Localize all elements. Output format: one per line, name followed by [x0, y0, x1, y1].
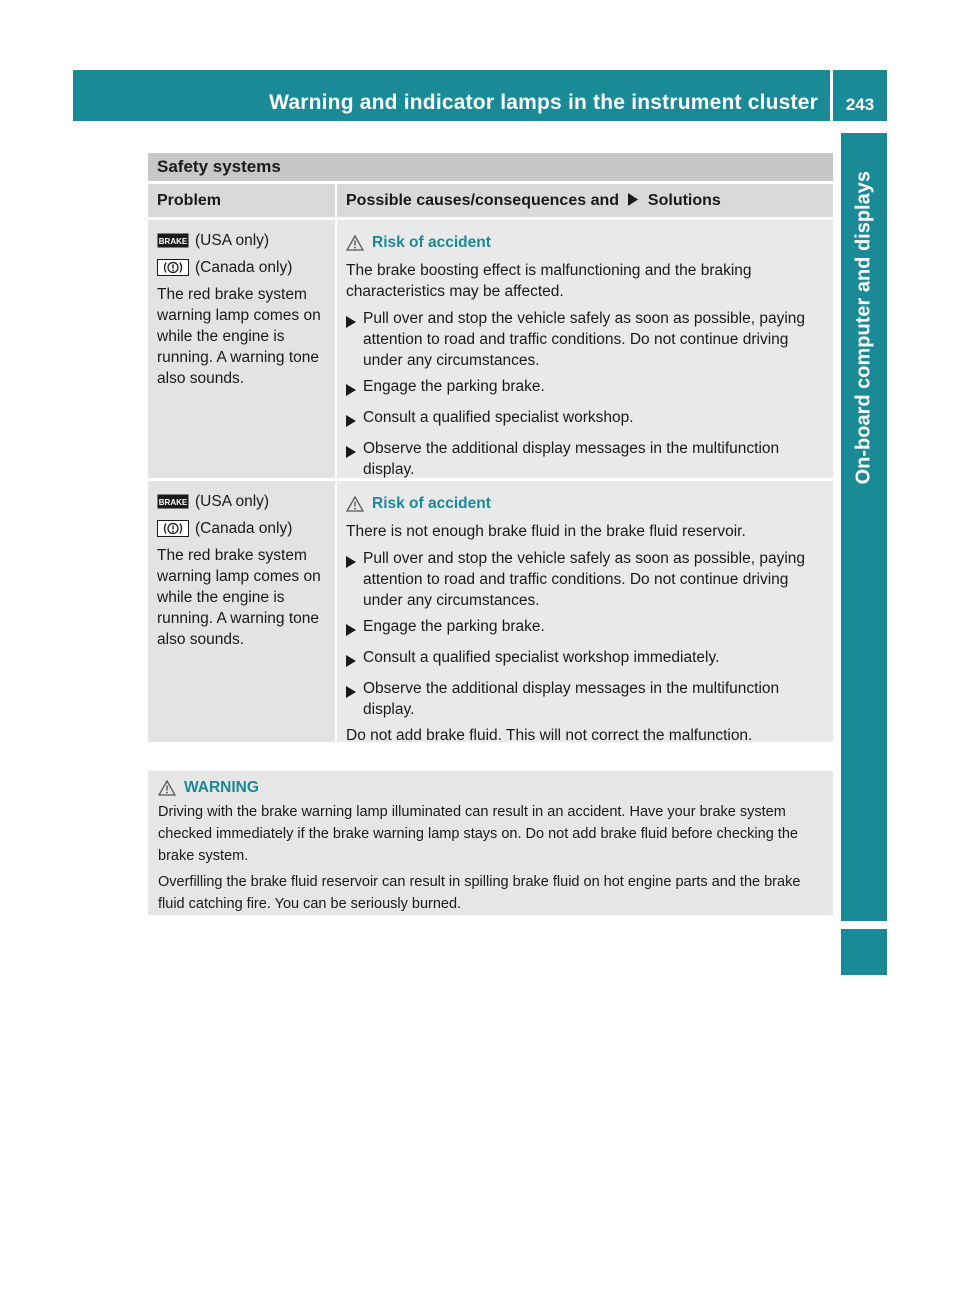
warning-heading: [158, 777, 826, 799]
brake-lamp-icon: [157, 494, 189, 509]
canada-only-label: (Canada only): [195, 259, 293, 276]
step-arrow-icon: [346, 384, 356, 396]
warning-triangle-icon: [158, 780, 176, 796]
step-item: [346, 308, 826, 371]
warning-title: WARNING: [184, 779, 259, 796]
step-text: Engage the parking brake.: [363, 618, 545, 635]
side-tab-marker: [841, 929, 887, 975]
col-problem-header: Problem: [157, 192, 222, 209]
problem-description: The red brake system warning lamp comes on while the engine is running. A warning tone also sounds.: [157, 286, 321, 387]
step-arrow-icon: [346, 446, 356, 458]
brake-lamp-icon: [157, 233, 189, 248]
col-solutions-label: Solutions: [647, 192, 721, 209]
risk-label: [346, 493, 826, 514]
page-number-box: [833, 70, 887, 121]
step-arrow-icon: [346, 556, 356, 568]
table-row: [148, 220, 833, 478]
step-arrow-icon: [346, 316, 356, 328]
step-text: Pull over and stop the vehicle safely as soon as possible, paying attention to road and traffic conditions. Do not continue driving under any circumstances.: [363, 310, 806, 369]
warning-paragraph: Overfilling the brake fluid reservoir can result in spilling brake fluid on hot engine parts and the brake fluid catching fire. You can be seriously burned.: [158, 874, 801, 912]
page-number: 243: [845, 95, 875, 114]
solutions-cell: [335, 220, 833, 478]
play-arrow-icon: [627, 193, 639, 206]
brake-circle-icon: [157, 520, 189, 537]
warning-triangle-icon: [346, 235, 364, 251]
header-bar: [73, 70, 830, 121]
step-arrow-icon: [346, 415, 356, 427]
warning-triangle-icon: [346, 496, 364, 512]
brake-circle-icon: [157, 259, 189, 276]
problem-cell: [148, 220, 335, 478]
col-causes-header: [335, 184, 833, 217]
usa-only-label: (USA only): [195, 232, 270, 249]
step-item: [346, 678, 826, 720]
step-text: Engage the parking brake.: [363, 378, 545, 395]
step-text: Consult a qualified specialist workshop.: [363, 409, 634, 426]
step-text: Observe the additional display messages in the multifunction display.: [363, 440, 780, 478]
step-text: Pull over and stop the vehicle safely as soon as possible, paying attention to road and traffic conditions. Do not continue driving under any circumstances.: [363, 550, 806, 609]
step-arrow-icon: [346, 655, 356, 667]
brake-lamp-text: BRAKE: [158, 498, 188, 508]
note-text: Do not add brake fluid. This will not correct the malfunction.: [346, 727, 753, 744]
usa-only-label: (USA only): [195, 493, 270, 510]
col-causes-label: Possible causes/consequences and: [346, 192, 620, 209]
safety-systems-table: [148, 153, 833, 742]
step-arrow-icon: [346, 686, 356, 698]
step-item: [346, 616, 826, 642]
risk-label: [346, 232, 826, 253]
step-item: [346, 438, 826, 480]
step-item: [346, 407, 826, 433]
table-row: [148, 481, 833, 742]
cause-text: There is not enough brake fluid in the brake fluid reservoir.: [346, 523, 746, 540]
section-title: Safety systems: [148, 153, 833, 181]
canada-only-label: (Canada only): [195, 520, 293, 537]
step-text: Consult a qualified specialist workshop immediately.: [363, 649, 720, 666]
page-header-title: Warning and indicator lamps in the instrument cluster: [269, 91, 818, 114]
side-tab: [841, 133, 887, 921]
solutions-cell: [335, 481, 833, 742]
risk-text: Risk of accident: [372, 495, 491, 512]
problem-cell: [148, 481, 335, 742]
cause-text: The brake boosting effect is malfunctioning and the braking characteristics may be affected.: [346, 262, 752, 300]
problem-description: The red brake system warning lamp comes on while the engine is running. A warning tone also sounds.: [157, 547, 321, 648]
table-header-row: [148, 184, 833, 217]
step-item: [346, 376, 826, 402]
side-tab-label: On-board computer and displays: [852, 171, 875, 485]
brake-lamp-text: BRAKE: [158, 237, 188, 247]
step-item: [346, 548, 826, 611]
step-arrow-icon: [346, 624, 356, 636]
risk-text: Risk of accident: [372, 234, 491, 251]
warning-paragraph: Driving with the brake warning lamp illuminated can result in an accident. Have your brake system checked immediately if the brake warning lamp stays on. Do not add brake fluid before checking the brake system.: [158, 804, 798, 864]
step-text: Observe the additional display messages in the multifunction display.: [363, 680, 780, 718]
warning-box: [148, 771, 833, 915]
step-item: [346, 647, 826, 673]
